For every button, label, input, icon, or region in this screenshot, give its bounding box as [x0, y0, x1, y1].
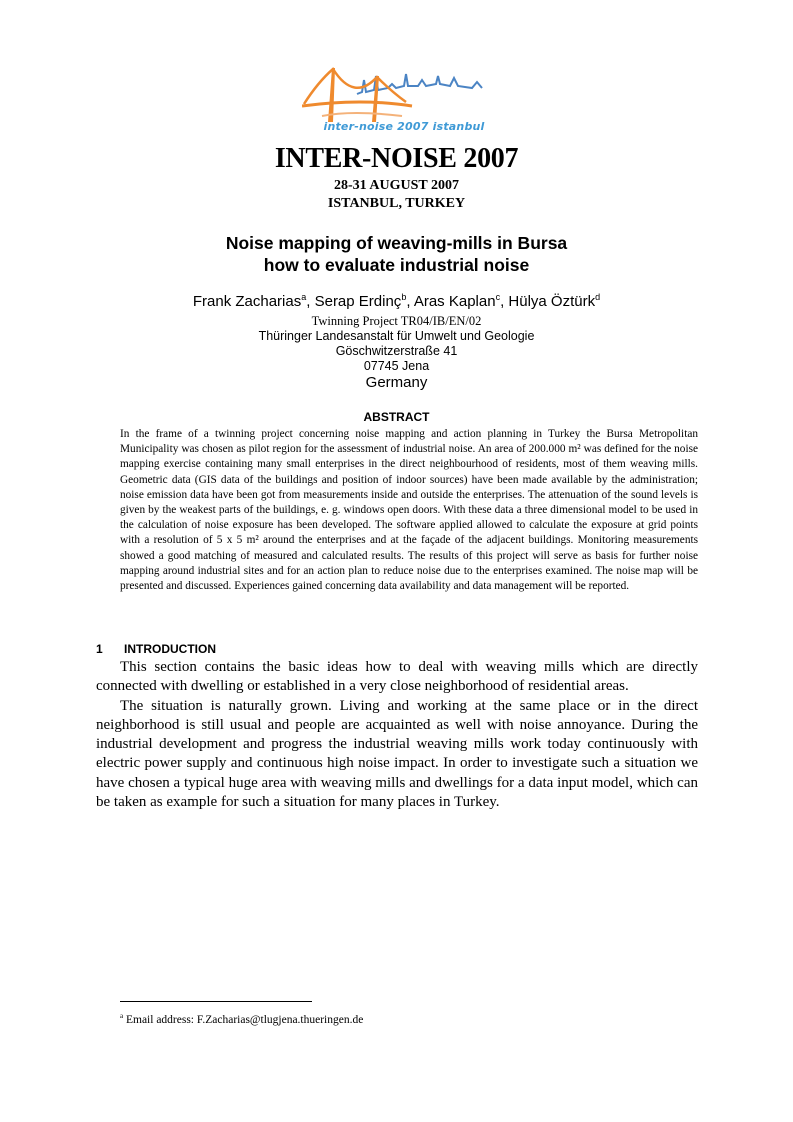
paragraph: This section contains the basic ideas how to deal with weaving mills which are directly connected with dwelling or established in a very close neighborhood of residential areas. [96, 659, 698, 695]
section-title: INTRODUCTION [124, 642, 216, 656]
paragraph: The situation is naturally grown. Living and working at the same place or in the direct neighborhood is still usual and people are acquainted as well with noise annoyance. During the industrial development and progress the industrial weaving mills work today continuously with electric power supply and continuous high noise impact. In order to investigate such a situation we have chosen a typical huge area with weaving mills and dwellings for a data input model, which can be taken as example for such a situation for many places in Turkey. [96, 697, 698, 811]
author: Hülya Öztürk$^d$ [508, 292, 601, 310]
paper-title-line-1: Noise mapping of weaving-mills in Bursa [225, 233, 568, 253]
section-number: 1 [96, 642, 103, 656]
affiliation-city: 07745 Jena [363, 359, 430, 373]
author: Serap Erdinç$^b$, [314, 292, 414, 310]
author: Aras Kaplan$^c$, [413, 292, 509, 310]
conference-location: ISTANBUL, TURKEY [327, 196, 466, 211]
footnote [120, 1012, 363, 1026]
section-body [96, 658, 698, 812]
footnote-text: Email address: F.Zacharias@tlugjena.thueringen.de [123, 1013, 364, 1026]
abstract-text: In the frame of a twinning project concerning noise mapping and action planning in Turkey the Bursa Metropolitan Municipality was chosen as pilot region for the assessment of industrial noise. An area of 200.000 m² was defined for the noise mapping exercise containing many small enterprises in the direct neighbourhood of residents, most of them weaving mills. Geometric data (GIS data of the buildings and position of indoor sources) have been made available by the administration; noise emission data have been got from measurements inside and outside the enterprises. The attenuation of the sound levels is given by the weakest parts of the buildings, e. g. windows open doors. With these data a three dimensional model to be used in the calculation of noise exposure has been developed. The software applied allowed to calculate the exposure at grid points with a resolution of 5 x 5 m² around the enterprises and at the façade of the adjacent buildings. Monitoring measurements showed a good matching of measured and calculated results. The results of this project will serve as basis for further noise mapping around industrial sites and for an action plan to reduce noise due to the enterprises examined. The noise map will be presented and discussed. Experiences gained concerning data availability and data management will be reported. [120, 428, 698, 593]
abstract-heading: ABSTRACT [363, 410, 430, 424]
conference-title: INTER-NOISE 2007 [274, 143, 519, 174]
logo-caption: inter-noise 2007 istanbul [323, 120, 485, 133]
paper-title-line-2: how to evaluate industrial noise [263, 255, 530, 275]
affiliation-project: Twinning Project TR04/IB/EN/02 [311, 314, 482, 328]
affiliation-institute: Thüringer Landesanstalt für Umwelt und Geologie [258, 329, 535, 343]
bridge-skyline-logo-icon [302, 62, 492, 124]
conference-dates: 28-31 AUGUST 2007 [334, 178, 459, 193]
section-heading [96, 642, 216, 656]
paper-title [0, 232, 793, 276]
author-list [0, 292, 793, 310]
affiliation-country: Germany [365, 374, 428, 391]
footnote-divider [120, 1001, 312, 1002]
footnote-mark: a [120, 1012, 124, 1020]
author: Frank Zacharias$^a$, [192, 292, 315, 310]
conference-logo [302, 62, 492, 138]
affiliation-street: Göschwitzerstraße 41 [335, 344, 458, 358]
